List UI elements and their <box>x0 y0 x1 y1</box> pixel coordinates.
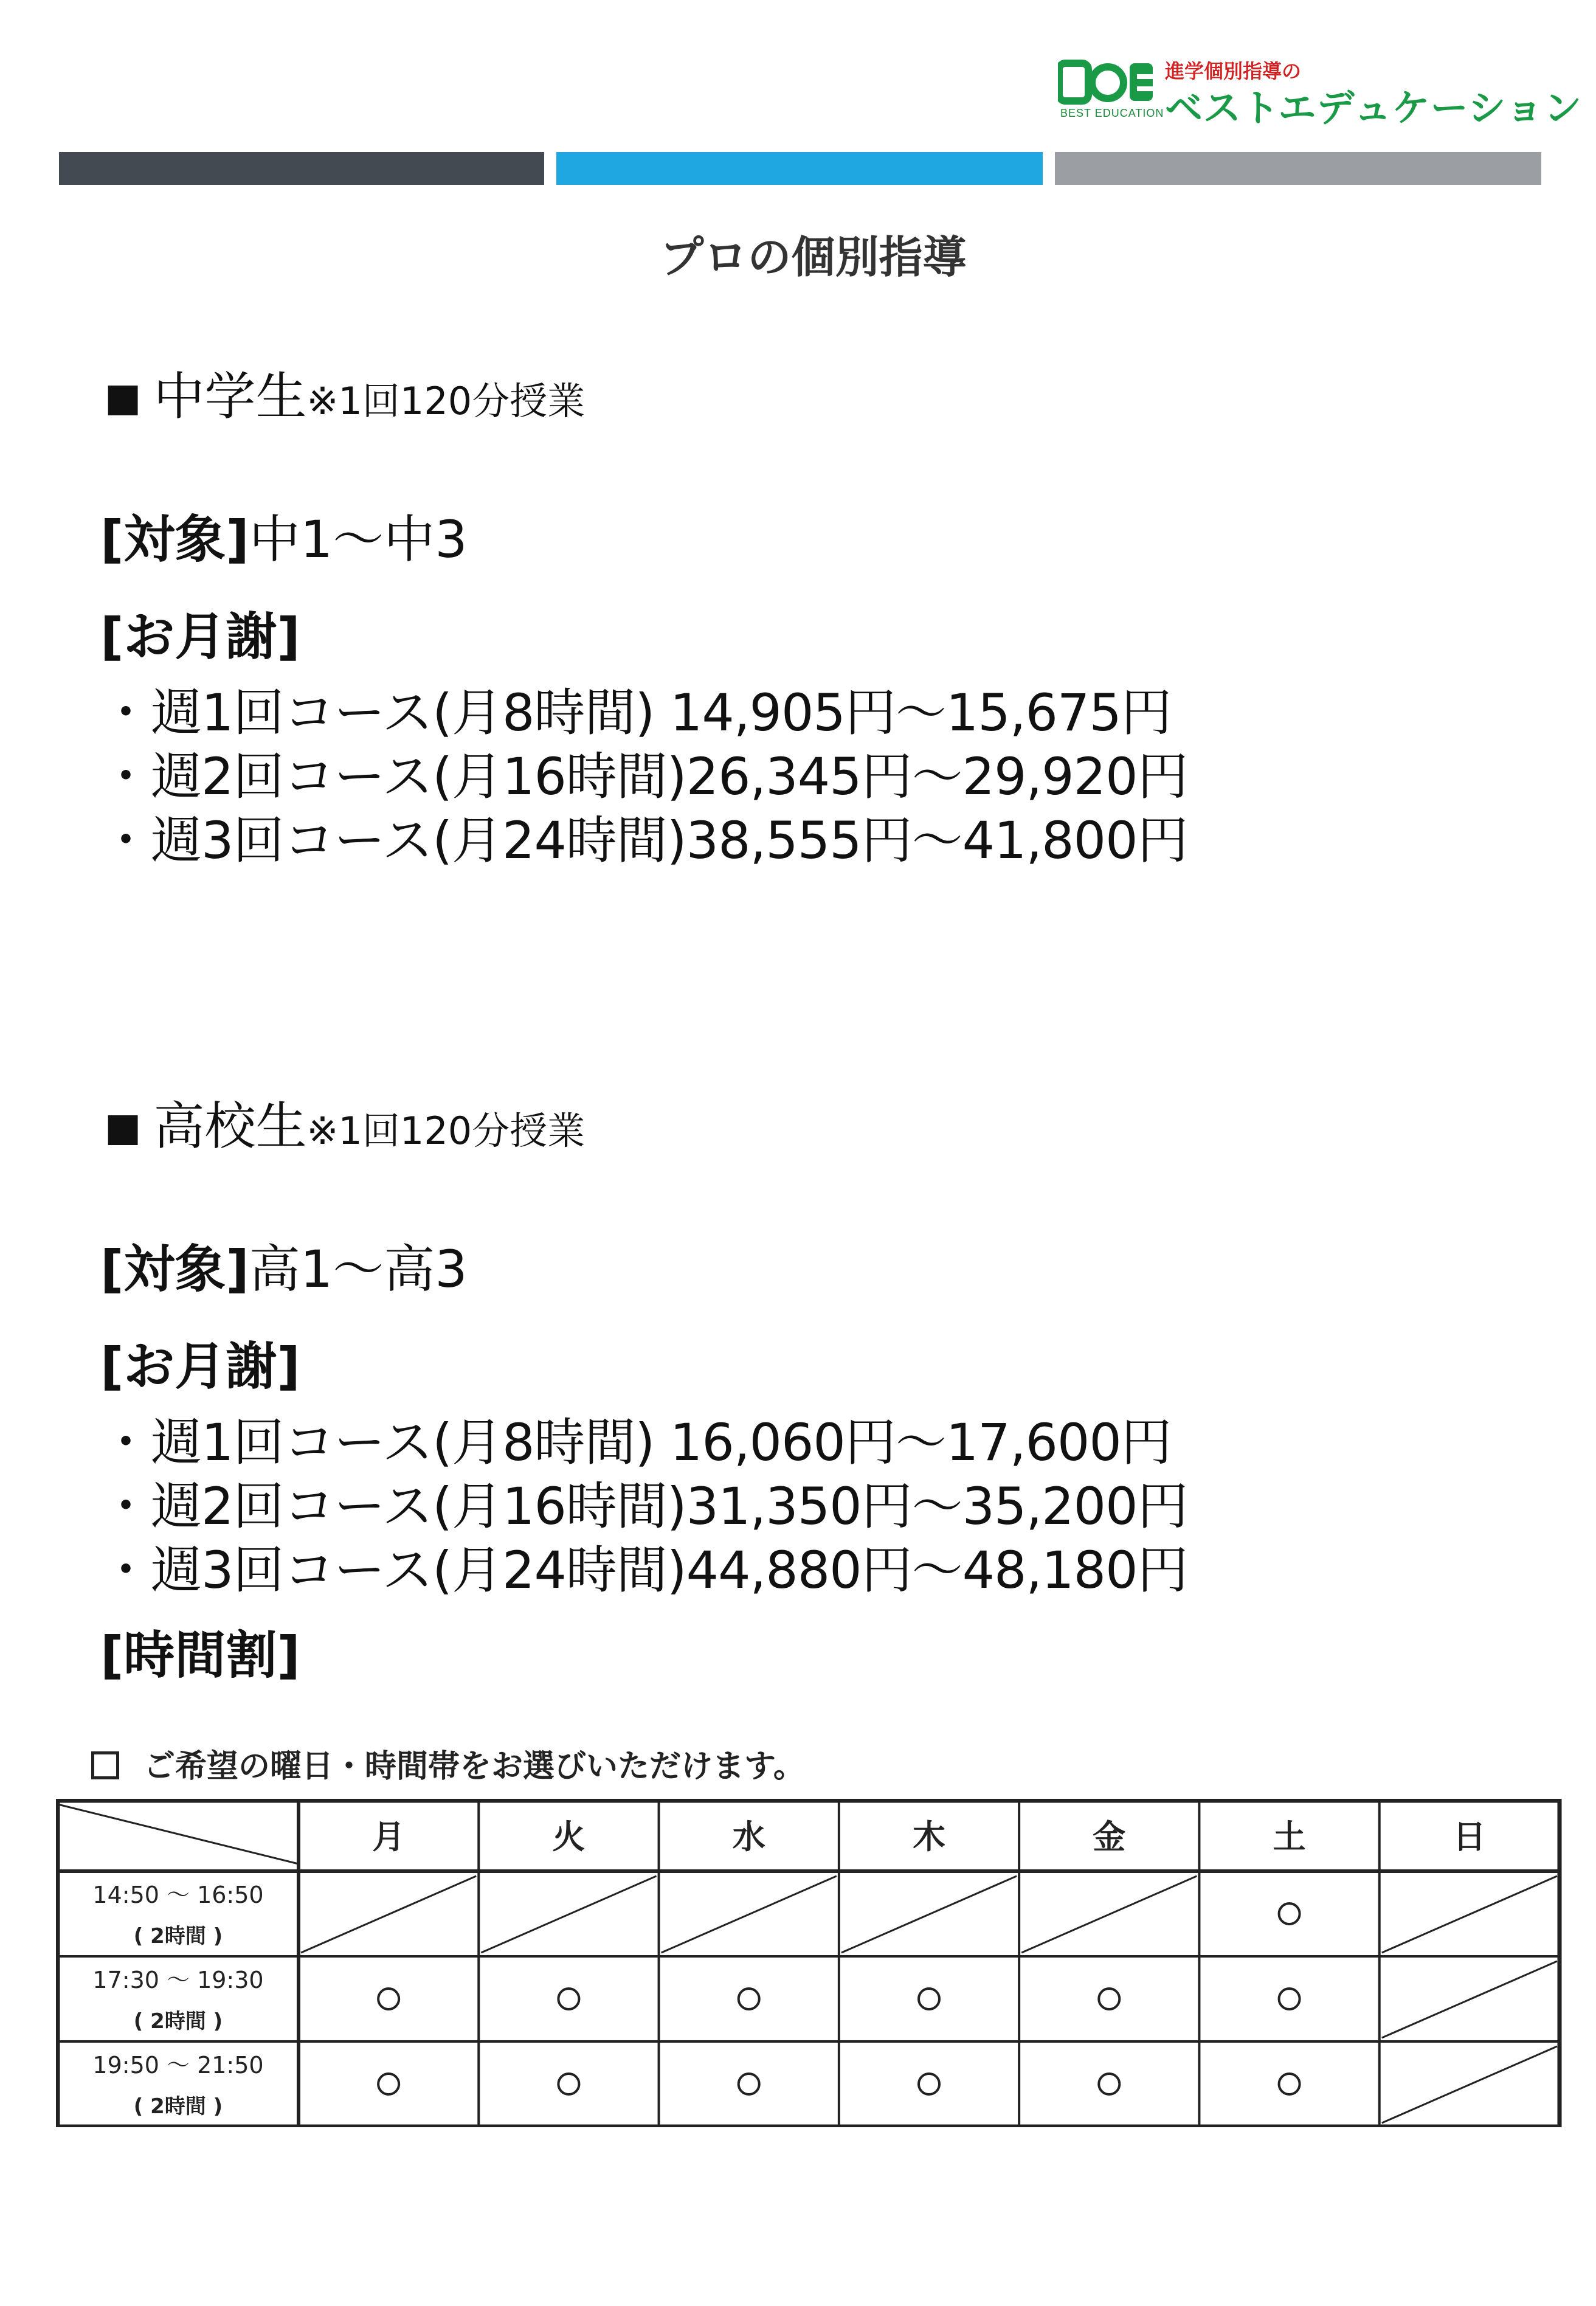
header-bar-dark <box>59 152 544 185</box>
target-value: 中1～中3 <box>249 510 468 569</box>
fee-label: [お月謝] <box>100 1337 300 1396</box>
time-range: 17:30 ～ 19:30 <box>92 1967 264 1993</box>
target-label: [対象] <box>100 1239 249 1299</box>
section-note: ※1回120分授業 <box>306 379 586 423</box>
available-circle-icon <box>1099 1989 1119 2009</box>
schedule-caption-text: ご希望の曜日・時間帯をお選びいただけます。 <box>143 1748 805 1785</box>
unavailable-slash-icon <box>1021 1876 1197 1953</box>
target-label: [対象] <box>100 510 249 569</box>
day-header: 金 <box>1093 1818 1126 1856</box>
brand-logo <box>1058 54 1583 130</box>
available-circle-icon <box>378 1989 399 2009</box>
fee-label-row <box>100 596 300 670</box>
available-circle-icon <box>919 2074 939 2094</box>
available-circle-icon <box>1099 2074 1119 2094</box>
duration-label: ( 2時間 ) <box>133 2009 223 2034</box>
logo-name: ベストエデュケーション <box>1165 86 1583 130</box>
day-header: 水 <box>732 1818 765 1856</box>
schedule-caption <box>91 1740 805 1786</box>
course-price: ・週1回コース(月8時間) 16,060円～17,600円 <box>100 1413 1172 1472</box>
unavailable-slash-icon <box>662 1876 837 1953</box>
boe-logo-icon <box>1058 60 1155 106</box>
section-title: 高校生 <box>153 1096 307 1156</box>
target-value: 高1～高3 <box>249 1239 468 1299</box>
day-header: 土 <box>1273 1818 1306 1856</box>
target-row <box>100 1228 468 1302</box>
day-header: 火 <box>552 1818 586 1856</box>
logo-tagline: 進学個別指導の <box>1165 60 1302 83</box>
fee-label: [お月謝] <box>100 607 300 667</box>
day-header: 木 <box>913 1818 945 1856</box>
available-circle-icon <box>739 2074 759 2094</box>
timetable-label: [時間割] <box>100 1626 300 1685</box>
fee-label-row <box>100 1326 300 1399</box>
schedule-grid <box>56 1799 1564 2127</box>
course-price: ・週3回コース(月24時間)38,555円～41,800円 <box>100 811 1188 870</box>
section-heading-junior-high <box>105 356 585 429</box>
unavailable-slash-icon <box>1382 1876 1557 1953</box>
checkbox-icon <box>91 1751 119 1779</box>
time-range: 14:50 ～ 16:50 <box>92 1882 264 1908</box>
available-circle-icon <box>378 2074 399 2094</box>
page-title: プロの個別指導 <box>660 232 967 283</box>
time-range: 19:50 ～ 21:50 <box>92 2052 264 2079</box>
duration-label: ( 2時間 ) <box>133 1924 223 1948</box>
day-header: 日 <box>1453 1818 1486 1856</box>
unavailable-slash-icon <box>1382 1961 1557 2038</box>
target-row <box>100 499 468 572</box>
unavailable-slash-icon <box>841 1876 1017 1953</box>
course-price: ・週2回コース(月16時間)26,345円～29,920円 <box>100 747 1188 806</box>
unavailable-slash-icon <box>1382 2046 1557 2123</box>
course-price: ・週3回コース(月24時間)44,880円～48,180円 <box>100 1540 1188 1600</box>
duration-label: ( 2時間 ) <box>133 2094 223 2119</box>
unavailable-slash-icon <box>301 1876 476 1953</box>
available-circle-icon <box>558 2074 579 2094</box>
day-header: 月 <box>372 1818 406 1856</box>
course-price: ・週1回コース(月8時間) 14,905円～15,675円 <box>100 683 1172 743</box>
header-bar-gray <box>1055 152 1541 185</box>
square-bullet-icon: ■ <box>105 1105 142 1150</box>
available-circle-icon <box>1279 1903 1300 1924</box>
square-bullet-icon: ■ <box>105 375 142 420</box>
timetable-label-row <box>100 1615 300 1688</box>
section-heading-high-school <box>105 1085 585 1159</box>
available-circle-icon <box>919 1989 939 2009</box>
available-circle-icon <box>1279 1989 1300 2009</box>
schedule-table <box>56 1799 1564 2127</box>
available-circle-icon <box>558 1989 579 2009</box>
table-border <box>58 1801 1560 2127</box>
available-circle-icon <box>739 1989 759 2009</box>
corner-diagonal <box>58 1804 299 1864</box>
logo-subtitle: BEST EDUCATION <box>1060 107 1164 119</box>
unavailable-slash-icon <box>481 1876 656 1953</box>
section-note: ※1回120分授業 <box>306 1109 586 1153</box>
course-price: ・週2回コース(月16時間)31,350円～35,200円 <box>100 1477 1188 1536</box>
section-title: 中学生 <box>153 367 307 426</box>
available-circle-icon <box>1279 2074 1300 2094</box>
header-bar-blue <box>556 152 1043 185</box>
